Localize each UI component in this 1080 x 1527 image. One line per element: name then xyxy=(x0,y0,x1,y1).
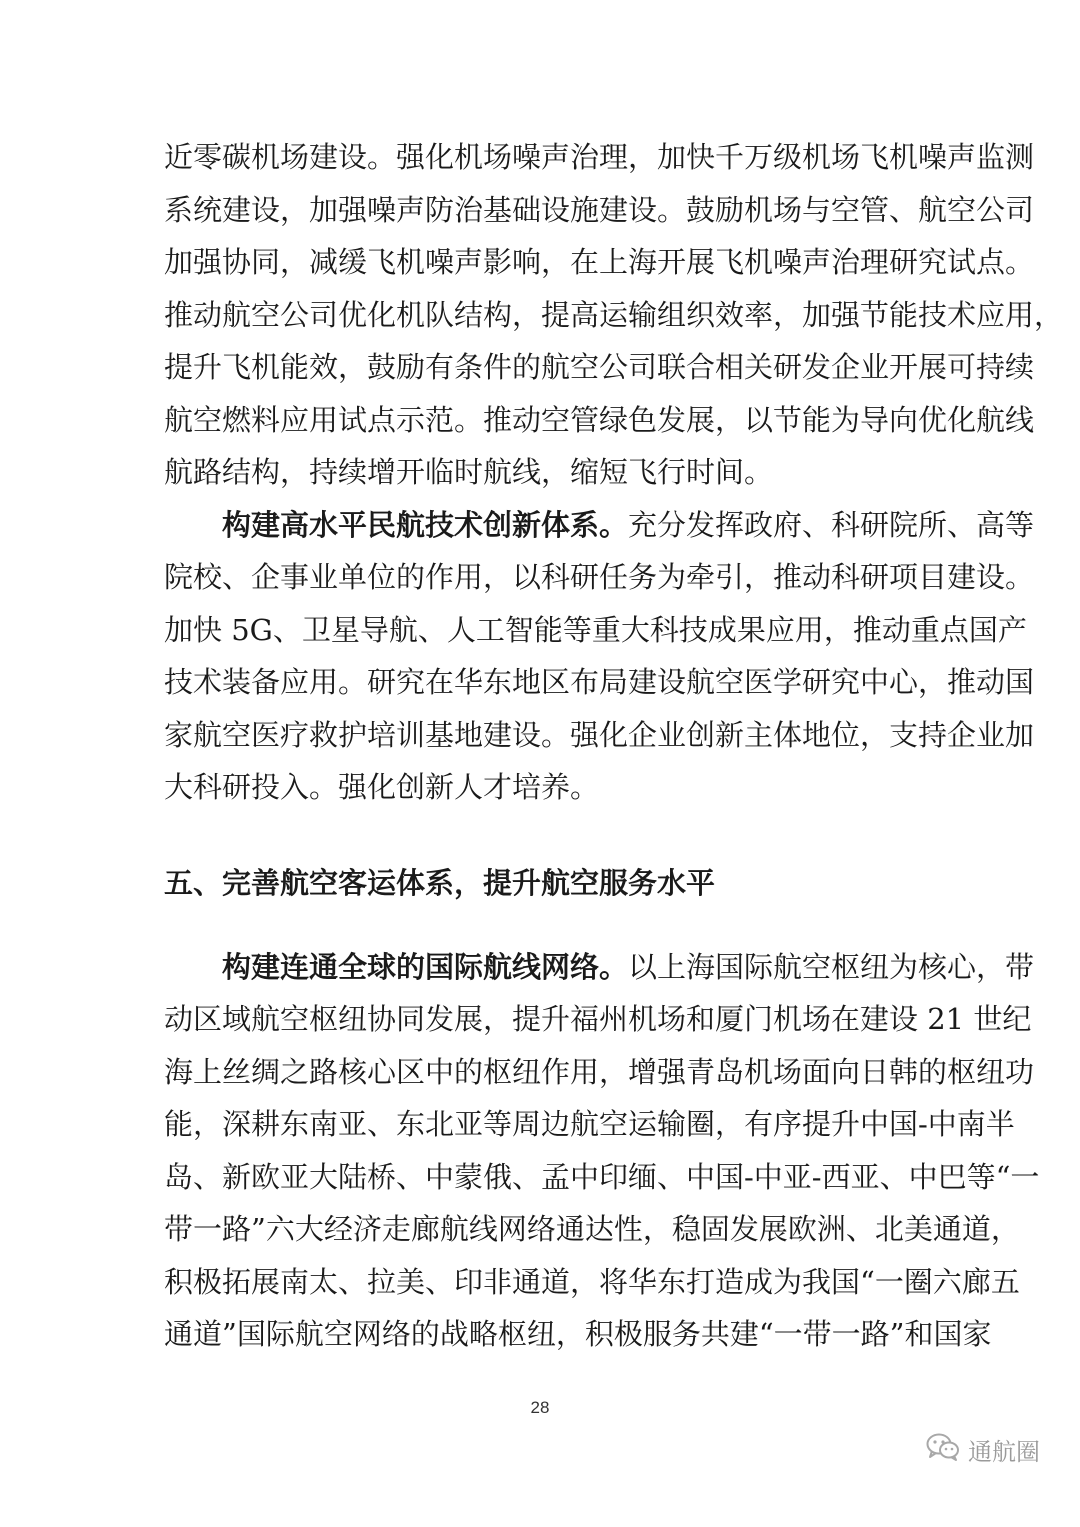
paragraph-line: 提升飞机能效，鼓励有条件的航空公司联合相关研发企业开展可持续 xyxy=(164,350,1035,384)
paragraph-line: 动区域航空枢纽协同发展，提升福州机场和厦门机场在建设 21 世纪 xyxy=(164,1002,1032,1036)
paragraph-line: 岛、新欧亚大陆桥、中蒙俄、孟中印缅、中国-中亚-西亚、中巴等“一 xyxy=(164,1160,1040,1194)
paragraph-line: 积极拓展南太、拉美、印非通道，将华东打造成为我国“一圈六廊五 xyxy=(164,1265,1020,1299)
paragraph-first-line xyxy=(222,947,1035,987)
paragraph-line: 院校、企事业单位的作用，以科研任务为牵引，推动科研项目建设。 xyxy=(164,560,1035,594)
paragraph-line: 航路结构，持续增开临时航线，缩短飞行时间。 xyxy=(164,455,774,489)
paragraph-line: 航空燃料应用试点示范。推动空管绿色发展，以节能为导向优化航线 xyxy=(164,403,1035,437)
paragraph-line: 加强协同，减缓飞机噪声影响，在上海开展飞机噪声治理研究试点。 xyxy=(164,245,1035,279)
paragraph-line: 家航空医疗救护培训基地建设。强化企业创新主体地位，支持企业加 xyxy=(164,718,1035,752)
paragraph-line: 带一路”六大经济走廊航线网络通达性，稳固发展欧洲、北美通道， xyxy=(164,1212,1020,1246)
paragraph-line: 海上丝绸之路核心区中的枢纽作用，增强青岛机场面向日韩的枢纽功 xyxy=(164,1055,1035,1089)
wechat-icon xyxy=(926,1432,960,1466)
section-heading: 五、完善航空客运体系，提升航空服务水平 xyxy=(164,866,716,900)
paragraph-line: 系统建设，加强噪声防治基础设施建设。鼓励机场与空管、航空公司 xyxy=(164,193,1035,227)
paragraph-first-line xyxy=(222,505,1035,545)
paragraph-bold-lead: 构建高水平民航技术创新体系。 xyxy=(222,508,629,542)
paragraph-line: 能，深耕东南亚、东北亚等周边航空运输圈，有序提升中国-中南半 xyxy=(164,1107,1015,1141)
paragraph-text: 充分发挥政府、科研院所、高等 xyxy=(628,508,1035,542)
page-number: 28 xyxy=(530,1398,550,1417)
paragraph-line: 加快 5G、卫星导航、人工智能等重大科技成果应用，推动重点国产 xyxy=(164,613,1027,647)
paragraph-line: 推动航空公司优化机队结构，提高运输组织效率，加强节能技术应用， xyxy=(164,298,1064,332)
paragraph-text: 以上海国际航空枢纽为核心，带 xyxy=(628,950,1035,984)
paragraph-line: 近零碳机场建设。强化机场噪声治理，加快千万级机场飞机噪声监测 xyxy=(164,140,1035,174)
watermark-text: 通航圈 xyxy=(968,1437,1040,1466)
paragraph-line: 通道”国际航空网络的战略枢纽，积极服务共建“一带一路”和国家 xyxy=(164,1317,992,1351)
paragraph-bold-lead: 构建连通全球的国际航线网络。 xyxy=(222,950,629,984)
watermark xyxy=(926,1429,1040,1469)
paragraph-line: 技术装备应用。研究在华东地区布局建设航空医学研究中心，推动国 xyxy=(164,665,1035,699)
paragraph-line: 大科研投入。强化创新人才培养。 xyxy=(164,770,600,804)
